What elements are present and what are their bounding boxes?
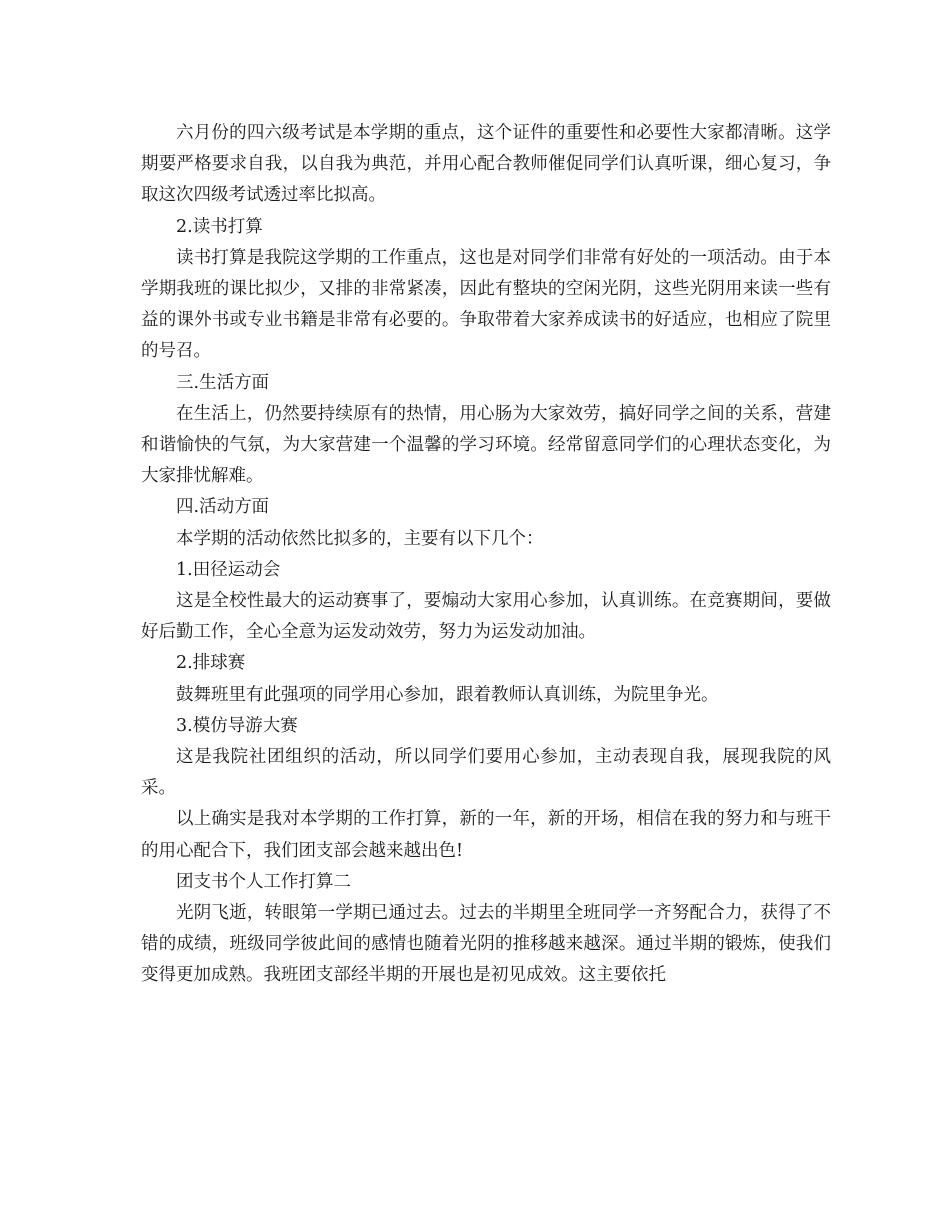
paragraph-guide-contest: 这是我院社团组织的活动，所以同学们要用心参加，主动表现自我，展现我院的风采。 bbox=[141, 747, 831, 799]
paragraph-volleyball: 鼓舞班里有此强项的同学用心参加，跟着教师认真训练，为院里争光。 bbox=[176, 684, 719, 705]
heading-guide-contest: 3.模仿导游大赛 bbox=[176, 715, 298, 736]
heading-plan-two: 团支书个人工作打算二 bbox=[176, 871, 351, 892]
paragraph-track-meet: 这是全校性最大的运动赛事了，要煽动大家用心参加，认真训练。在竞赛期间，要做好后勤工作，全心全意为运发动效劳，努力为运发动加油。 bbox=[141, 591, 831, 643]
paragraph-activities-intro: 本学期的活动依然比拟多的，主要有以下几个： bbox=[176, 528, 544, 549]
heading-life: 三.生活方面 bbox=[176, 372, 270, 393]
document-body bbox=[141, 118, 831, 992]
paragraph-conclusion: 以上确实是我对本学期的工作打算，新的一年，新的开场，相信在我的努力和与班干的用心配合下，我们团支部会越来越出色! bbox=[141, 809, 831, 861]
heading-track-meet: 1.田径运动会 bbox=[176, 559, 281, 580]
paragraph-reading-plan: 读书打算是我院这学期的工作重点，这也是对同学们非常有好处的一项活动。由于本学期我班的课比拟少，又排的非常紧凑，因此有整块的空闲光阴，这些光阴用来读一些有益的课外书或专业书籍是非常有必要的。争取带着大家养成读书的好适应，也相应了院里的号召。 bbox=[141, 247, 831, 362]
heading-volleyball: 2.排球赛 bbox=[176, 653, 246, 674]
paragraph-plan-two: 光阴飞逝，转眼第一学期已通过去。过去的半期里全班同学一齐努配合力，获得了不错的成绩，班级同学彼此间的感情也随着光阴的推移越来越深。通过半期的锻炼，使我们变得更加成熟。我班团支部经半期的开展也是初见成效。这主要依托 bbox=[141, 903, 831, 986]
paragraph-exam: 六月份的四六级考试是本学期的重点，这个证件的重要性和必要性大家都清晰。这学期要严格要求自我，以自我为典范，并用心配合教师催促同学们认真听课，细心复习，争取这次四级考试透过率比拟高。 bbox=[141, 123, 831, 206]
heading-activities: 四.活动方面 bbox=[176, 497, 270, 518]
heading-reading-plan: 2.读书打算 bbox=[176, 216, 263, 237]
paragraph-life: 在生活上，仍然要持续原有的热情，用心肠为大家效劳，搞好同学之间的关系，营建和谐愉快的气氛，为大家营建一个温馨的学习环境。经常留意同学们的心理状态变化，为大家排忧解难。 bbox=[141, 403, 831, 487]
